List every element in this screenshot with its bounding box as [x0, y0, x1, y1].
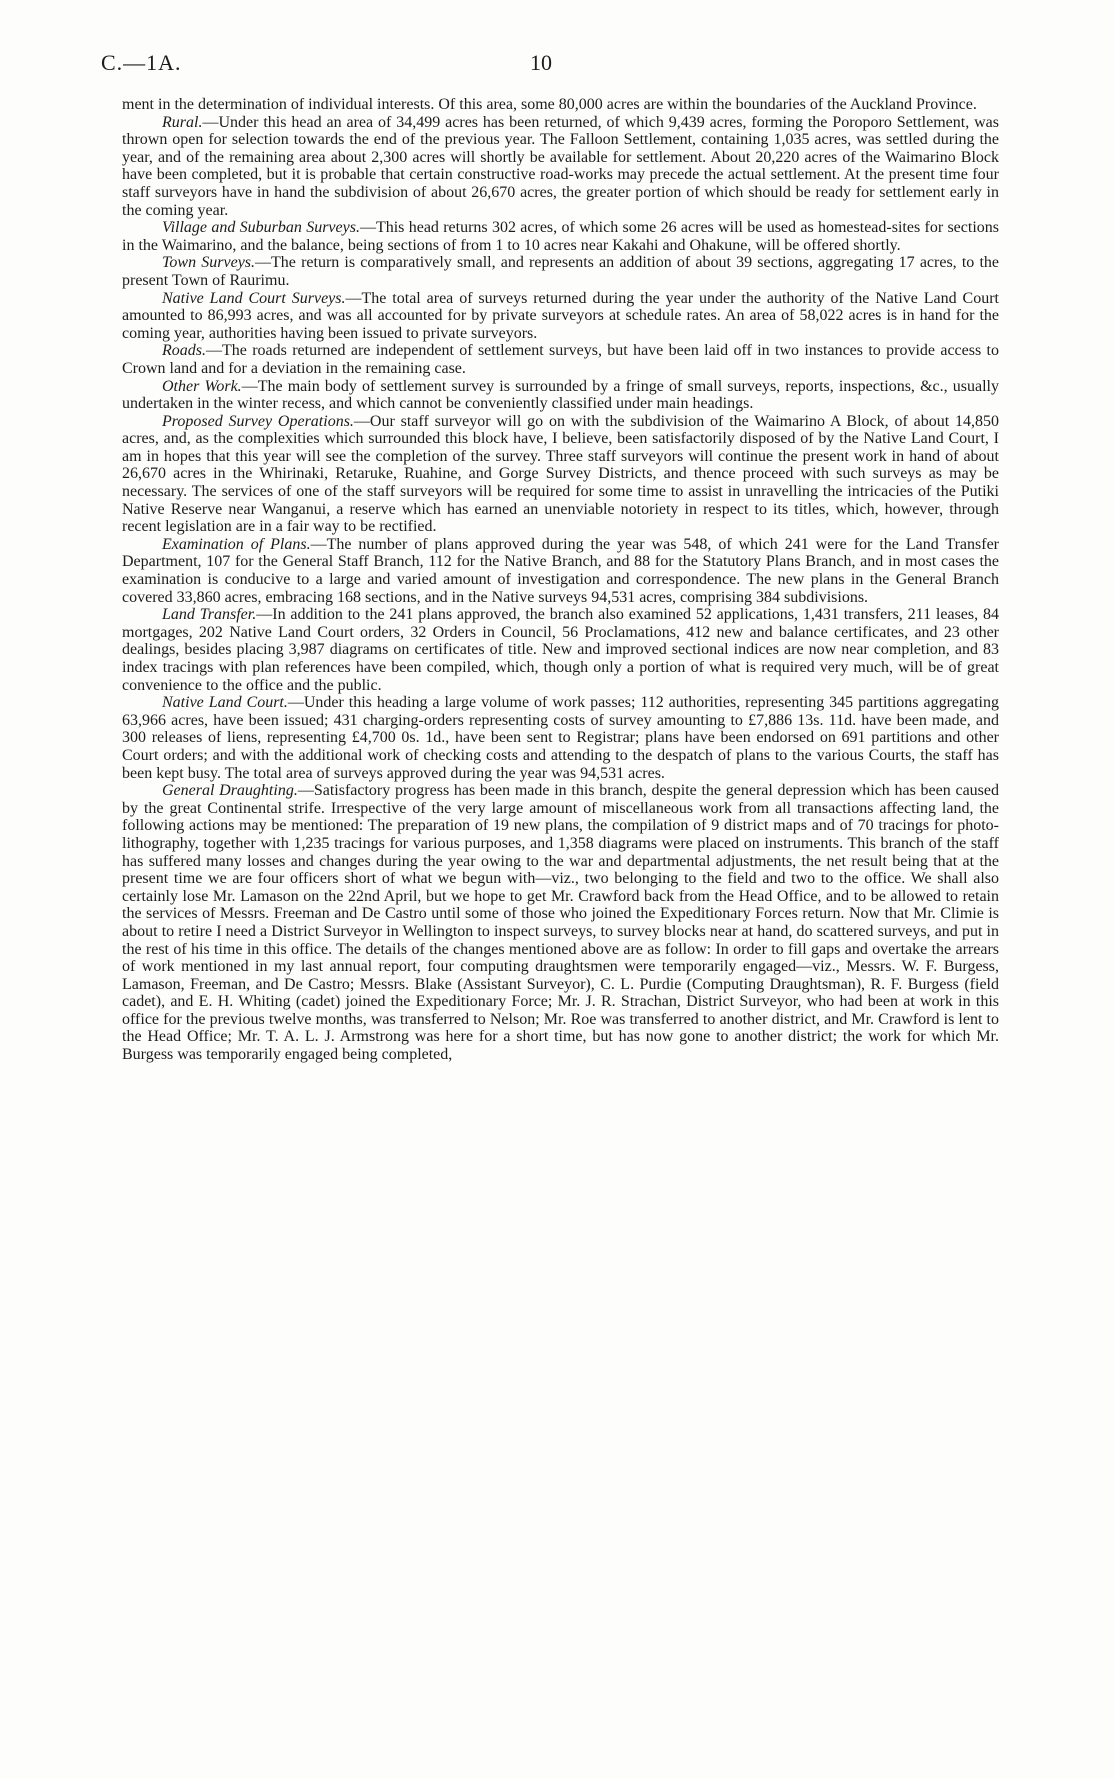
section-text: —This head returns 302 acres, of which some 26 acres will be used as homestead-sites for sections in the Waimarino, and the balance, being sections of from 1 to 10 acres near Kakahi and Ohakune, will be offered shortly.: [122, 219, 999, 254]
section-text: —The main body of settlement survey is surrounded by a fringe of small surveys, reports, inspections, &c., usually undertaken in the winter recess, and which cannot be conveniently classified under main headings.: [122, 377, 1000, 413]
section-proposed-survey-operations: [122, 413, 999, 536]
section-heading: General Draughting.: [162, 782, 298, 800]
section-text: —The total area of surveys returned during the year under the authority of the Native Land Court amounted to 86,993 acres, and was all accounted for by private surveyors at schedule rates. An area of 58,022 acres is in hand for the coming year, authorities having been issued to private surveyors.: [122, 289, 1000, 342]
section-heading: Examination of Plans.: [162, 535, 311, 553]
section-text: —The roads returned are independent of settlement surveys, but have been laid off in two instances to provide access to Crown land and for a deviation in the remaining case.: [122, 342, 999, 377]
section-heading: Other Work.: [162, 377, 242, 395]
section-native-land-court-surveys: [122, 290, 999, 343]
section-text: —Under this heading a large volume of work passes; 112 authorities, representing 345 partitions aggregating 63,966 acres, have been issued; 431 charging-orders representing costs of survey amounting to £7,886 13s. 11d. have been made, and 300 releases of liens, representing £4,700 0s. 1d., have been sent to Registrar; plans have been endorsed on 691 partitions and other Court orders; and with the additional work of checking costs and attending to the despatch of plans to the various Courts, the staff has been kept busy. The total area of surveys approved during the year was 94,531 acres.: [122, 694, 999, 782]
section-heading: Proposed Survey Operations.: [162, 412, 354, 430]
section-village-suburban-surveys: [122, 219, 999, 254]
section-heading: Native Land Court.: [162, 694, 288, 712]
section-heading: Roads.: [162, 342, 206, 360]
section-text: —Our staff surveyor will go on with the subdivision of the Waimarino A Block, of about 14,850 acres, and, as the complexities which surrounded this block have, I believe, been satisfactorily disposed of by the Native Land Court, I am in hopes that this year will see the completion of the survey. Three staff surveyors will continue the present work in hand of about 26,670 acres in the Whirinaki, Retaruke, Ruahine, and Gorge Survey Districts, and thence proceed with such surveys as may be necessary. The services of one of the staff surveyors will be required for some time to assist in unravelling the intricacies of the Putiki Native Reserve near Wanganui, a reserve which has earned an unenviable notoriety in respect to its titles, which, however, through recent legislation are in a fair way to be rectified.: [122, 412, 999, 536]
section-text: —The return is comparatively small, and represents an addition of about 39 sections, aggregating 17 acres, to the present Town of Raurimu.: [122, 254, 1000, 289]
intro-paragraph: ment in the determination of individual interests. Of this area, some 80,000 acres are within the boundaries of the Auckland Province.: [122, 96, 977, 113]
section-native-land-court: [122, 694, 999, 782]
section-text: —The number of plans approved during the year was 548, of which 241 were for the Land Transfer Department, 107 for the General Staff Branch, 112 for the Native Branch, and 88 for the Statutory Plans Branch, and in most cases the examination is conducive to a large and varied amount of investigation and correspondence. The new plans in the General Branch covered 33,860 acres, embracing 168 sections, and in the Native surveys 94,531 acres, comprising 384 subdivisions.: [122, 535, 1000, 606]
section-heading: Town Surveys.: [162, 254, 256, 272]
section-text: —In addition to the 241 plans approved, the branch also examined 52 applications, 1,431 transfers, 211 leases, 84 mortgages, 202 Native Land Court orders, 32 Orders in Council, 56 Proclamations, 412 new and balance certificates, and 23 other dealings, besides placing 3,987 diagrams on certificates of title. New and improved sectional indices are now near completion, and 83 index tracings with plan references have been compiled, which, though only a portion of what is required very much, will be of great convenience to the office and the public.: [122, 606, 999, 694]
section-text: —Under this head an area of 34,499 acres has been returned, of which 9,439 acres, forming the Poroporo Settlement, was thrown open for selection towards the end of the previous year. The Falloon Settlement, containing 1,035 acres, was settled during the year, and of the remaining area about 2,300 acres will shortly be available for settlement. About 20,220 acres of the Waimarino Block have been completed, but it is probable that certain constructive road-works may precede the actual settlement. At the present time four staff surveyors have in hand the subdivision of about 26,670 acres, the greater portion of which should be ready for settlement early in the coming year.: [122, 113, 999, 219]
report-body: [122, 96, 999, 1064]
section-town-surveys: [122, 254, 999, 289]
section-general-draughting: [122, 782, 999, 1064]
report-code: C.—1A.: [101, 50, 182, 75]
section-text: —Satisfactory progress has been made in this branch, despite the general depression which has been caused by the great Continental strife. Irrespective of the very large amount of miscellaneous work from all transactions affecting land, the following actions may be mentioned: The preparation of 19 new plans, the compilation of 9 district maps and of 70 tracings for photo-lithography, together with 1,235 tracings for various purposes, and 1,358 diagrams were placed on instruments. This branch of the staff has suffered many losses and changes during the year owing to the war and departmental adjustments, the net result being that at the present time we are four officers short of what we begun with—viz., two belonging to the field and two to the office. We shall also certainly lose Mr. Lamason on the 22nd April, but we hope to get Mr. Crawford back from the Head Office, and to be allowed to retain the services of Messrs. Freeman and De Castro until some of those who joined the Expeditionary Forces return. Now that Mr. Climie is about to retire I need a District Surveyor in Wellington to inspect surveys, to survey blocks near at hand, do scattered surveys, and put in the rest of his time in this office. The details of the changes mentioned above are as follow: In order to fill gaps and overtake the arrears of work mentioned in my last annual report, four computing draughtsmen were temporarily engaged—viz., Messrs. W. F. Burgess, Lamason, Freeman, and De Castro; Messrs. Blake (Assistant Surveyor), C. L. Purdie (Computing Draughtsman), R. F. Burgess (field cadet), and E. H. Whiting (cadet) joined the Expeditionary Force; Mr. J. R. Strachan, District Surveyor, who had been at work in this office for the previous twelve months, was transferred to Nelson; Mr. Roe was transferred to another district, and Mr. Crawford is lent to the Head Office; Mr. T. A. L. J. Armstrong was here for a short time, but has now gone to another district; the work for which Mr. Burgess was temporarily engaged being completed,: [122, 782, 999, 1064]
page-number: 10: [530, 50, 552, 75]
section-examination-of-plans: [122, 536, 999, 606]
section-heading: Rural.: [162, 113, 203, 131]
section-rural: [122, 114, 999, 220]
section-heading: Native Land Court Surveys.: [162, 289, 346, 307]
section-heading: Land Transfer.: [162, 606, 257, 624]
section-other-work: [122, 378, 999, 413]
section-roads: [122, 342, 999, 377]
section-heading: Village and Suburban Surveys.: [162, 219, 360, 237]
section-land-transfer: [122, 606, 999, 694]
